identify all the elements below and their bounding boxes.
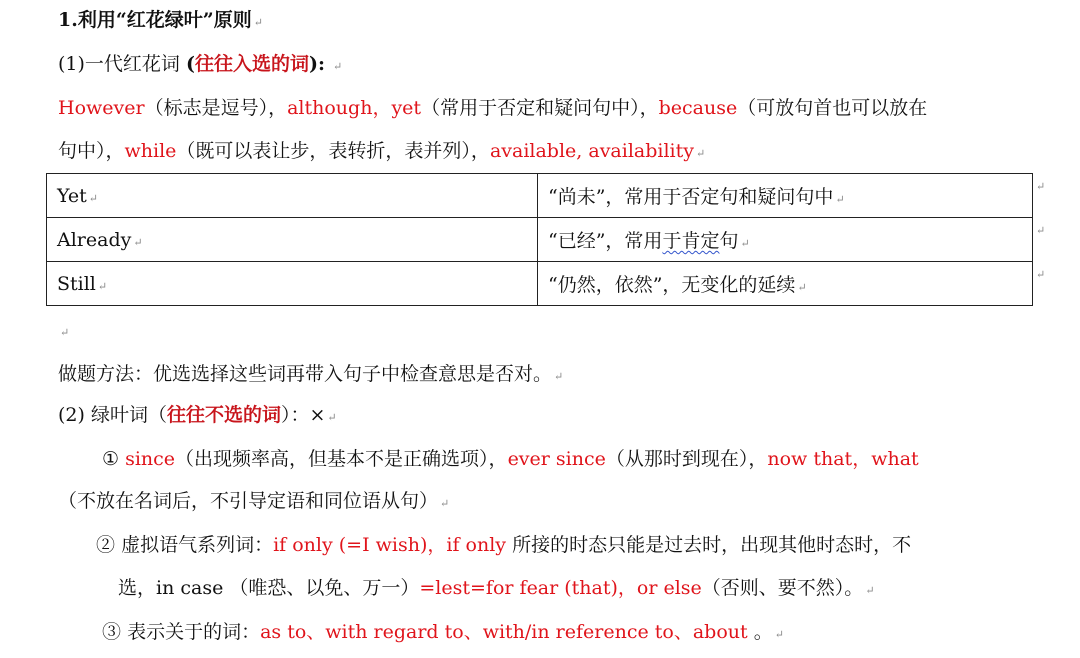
item-3-end: 。 — [753, 621, 773, 643]
paragraph-mark: ↵ — [440, 497, 450, 510]
table-cell-meaning — [538, 262, 1033, 306]
subsection-2-close: ）：× — [280, 404, 326, 426]
section-heading — [58, 6, 263, 37]
subsection-1-label: (1)一代红花词 — [58, 53, 180, 75]
item-3-label: 表示关于的词： — [127, 621, 261, 643]
or-else-note: （否则、要不然）。 — [701, 577, 864, 599]
subsection-1-emphasis: 往往入选的词 — [194, 53, 309, 75]
paragraph-mark: ↵ — [333, 60, 343, 73]
item-2-label: 虚拟语气系列词： — [121, 534, 274, 556]
word-if-only: if only (=I wish)，if only — [273, 534, 507, 556]
however-note: （标志是逗号）， — [144, 97, 288, 119]
red-words-line-2 — [58, 137, 705, 168]
ever-since-note: （从那时到现在）， — [605, 448, 768, 470]
meaning-already-a: “已经”，常用 — [548, 230, 663, 252]
item-1-note: （不放在名词后，不引导定语和同位语从句） — [58, 490, 439, 512]
table-row — [47, 174, 1033, 218]
paragraph-mark: ↵ — [253, 16, 263, 29]
cell-mark: ↵ — [97, 279, 108, 293]
red-words-line-1 — [58, 94, 927, 122]
vocab-table — [46, 173, 1033, 306]
paren-close: ): — [308, 53, 325, 75]
subsection-1-title — [58, 50, 342, 81]
item-3-line — [102, 618, 784, 649]
paragraph-mark: ↵ — [696, 147, 706, 160]
word-while: while — [124, 140, 177, 162]
table-cell-meaning — [538, 218, 1033, 262]
meaning-yet: “尚未”，常用于否定句和疑问句中 — [548, 186, 834, 208]
table-cell-word — [47, 174, 538, 218]
paren-open: ( — [185, 53, 195, 75]
paragraph-mark: ↵ — [774, 628, 784, 641]
word-already: Already — [57, 228, 132, 251]
item-2-line-2 — [118, 574, 875, 605]
word-although-yet: although，yet — [287, 97, 422, 119]
in-case-note: （唯恐、以免、万一） — [229, 577, 420, 599]
word-now-that-what: now that，what — [767, 448, 919, 470]
line2-start: 句中）， — [58, 140, 125, 162]
table-row — [47, 218, 1033, 262]
item-3-words: as to、with regard to、with/in reference to、about — [260, 621, 748, 643]
cell-mark: ↵ — [88, 191, 98, 205]
item-1-number: ① — [102, 448, 120, 470]
empty-paragraph — [58, 316, 69, 347]
row-end-mark: ↵ — [1036, 268, 1046, 281]
subsection-2-title — [58, 401, 337, 432]
word-however: However — [58, 97, 145, 119]
word-ever-since: ever since — [507, 448, 606, 470]
because-note: （可放句首也可以放在 — [737, 97, 928, 119]
meaning-still: “仍然，依然”，无变化的延续 — [548, 274, 796, 296]
table-cell-word — [47, 218, 538, 262]
if-only-note: 所接的时态只能是过去时，出现其他时态时，不 — [512, 534, 912, 556]
cell-mark: ↵ — [835, 193, 845, 206]
word-available: available, availability — [489, 140, 695, 162]
word-lest: =lest=for fear (that)，or else — [419, 577, 702, 599]
since-note: （出现频率高，但基本不是正确选项）， — [175, 448, 508, 470]
paragraph-mark: ↵ — [60, 326, 70, 339]
item-1-line-2 — [58, 487, 449, 518]
while-note: （既可以表让步，表转折，表并列）， — [176, 140, 490, 162]
word-since: since — [125, 448, 176, 470]
although-note: （常用于否定和疑问句中）， — [421, 97, 659, 119]
heading-text: 利用“红花绿叶”原则 — [77, 9, 252, 31]
paragraph-mark: ↵ — [554, 370, 564, 383]
cell-mark: ↵ — [797, 281, 807, 294]
word-because: because — [658, 97, 738, 119]
table-cell-word — [47, 262, 538, 306]
method-text: 做题方法：优选选择这些词再带入句子中检查意思是否对。 — [58, 363, 553, 385]
item-2-line2-start: 选，in case — [118, 577, 224, 599]
method-line — [58, 360, 563, 391]
table-row — [47, 262, 1033, 306]
heading-number: 1. — [58, 9, 78, 31]
item-3-number: ③ — [102, 621, 122, 643]
paragraph-mark: ↵ — [865, 584, 875, 597]
item-1-line-1 — [102, 445, 919, 473]
item-2-number: ② — [96, 534, 116, 556]
word-still: Still — [57, 272, 96, 295]
row-end-mark: ↵ — [1036, 224, 1046, 237]
subsection-2-emphasis: 往往不选的词 — [166, 404, 281, 426]
item-2-line-1 — [96, 531, 911, 559]
meaning-already-c: 句 — [719, 230, 739, 252]
meaning-already-underlined: 于肯定 — [662, 230, 720, 252]
row-end-mark: ↵ — [1036, 180, 1046, 193]
cell-mark: ↵ — [133, 235, 143, 249]
word-yet: Yet — [57, 184, 87, 207]
table-cell-meaning — [538, 174, 1033, 218]
cell-mark: ↵ — [740, 237, 750, 250]
paragraph-mark: ↵ — [327, 411, 337, 424]
subsection-2-label: (2) 绿叶词（ — [58, 404, 167, 426]
